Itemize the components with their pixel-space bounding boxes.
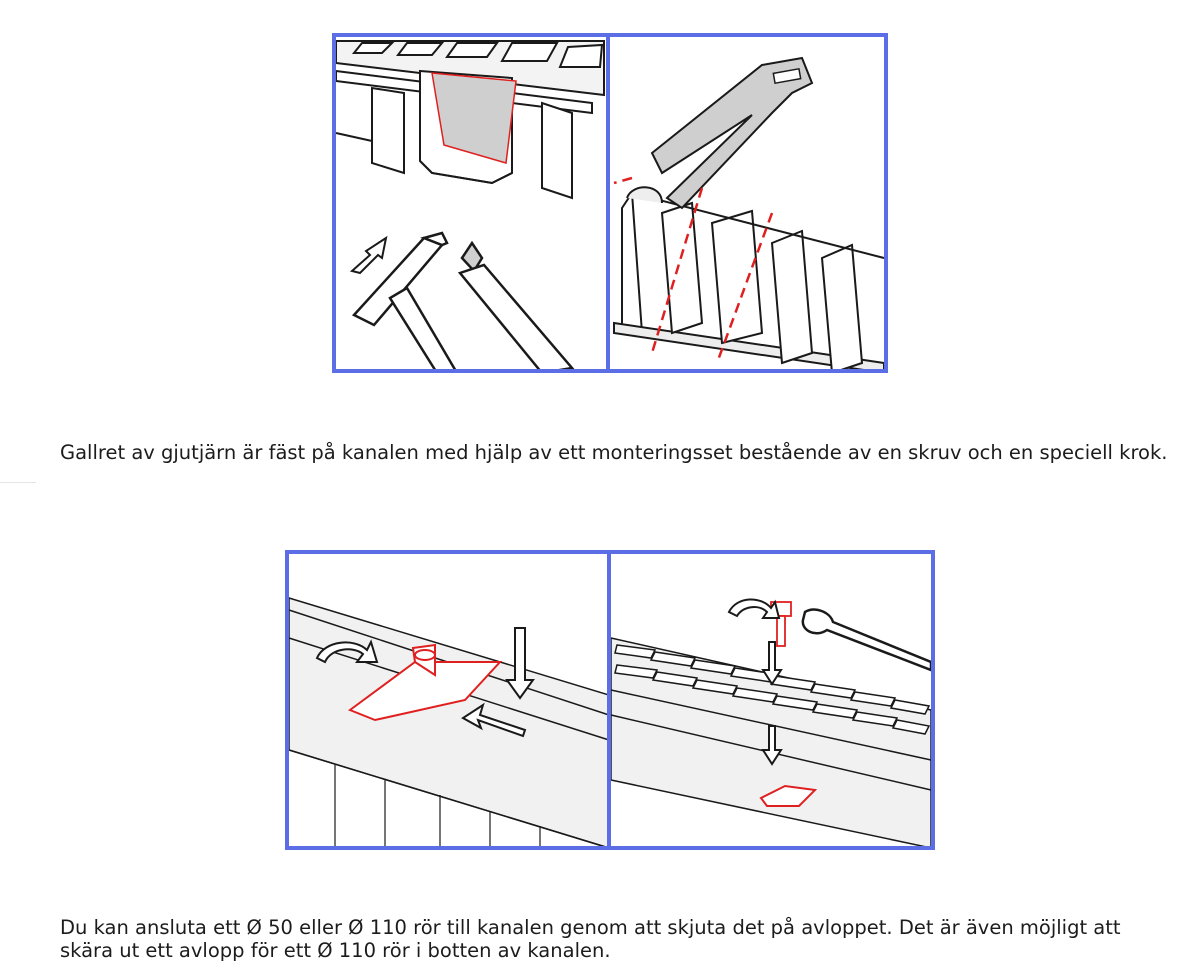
paragraph-grate-fixing: Gallret av gjutjärn är fäst på kanalen med hjälp av ett monteringsset bestående av en skruv och en speciell krok. [60, 441, 1168, 464]
divider [0, 482, 36, 483]
figure-cut-outlet [332, 33, 888, 373]
cut-outlet-illustration [332, 33, 888, 373]
figure-mounting-set [285, 550, 935, 850]
mounting-set-illustration [285, 550, 935, 850]
panel-saw [610, 35, 884, 373]
paragraph-pipe-connection: Du kan ansluta ett Ø 50 eller Ø 110 rör till kanalen genom att skjuta det på avloppet. Det är även möjligt att skära ut ett avlopp för ett Ø 110 rör i botten av kanalen. [60, 916, 1121, 962]
